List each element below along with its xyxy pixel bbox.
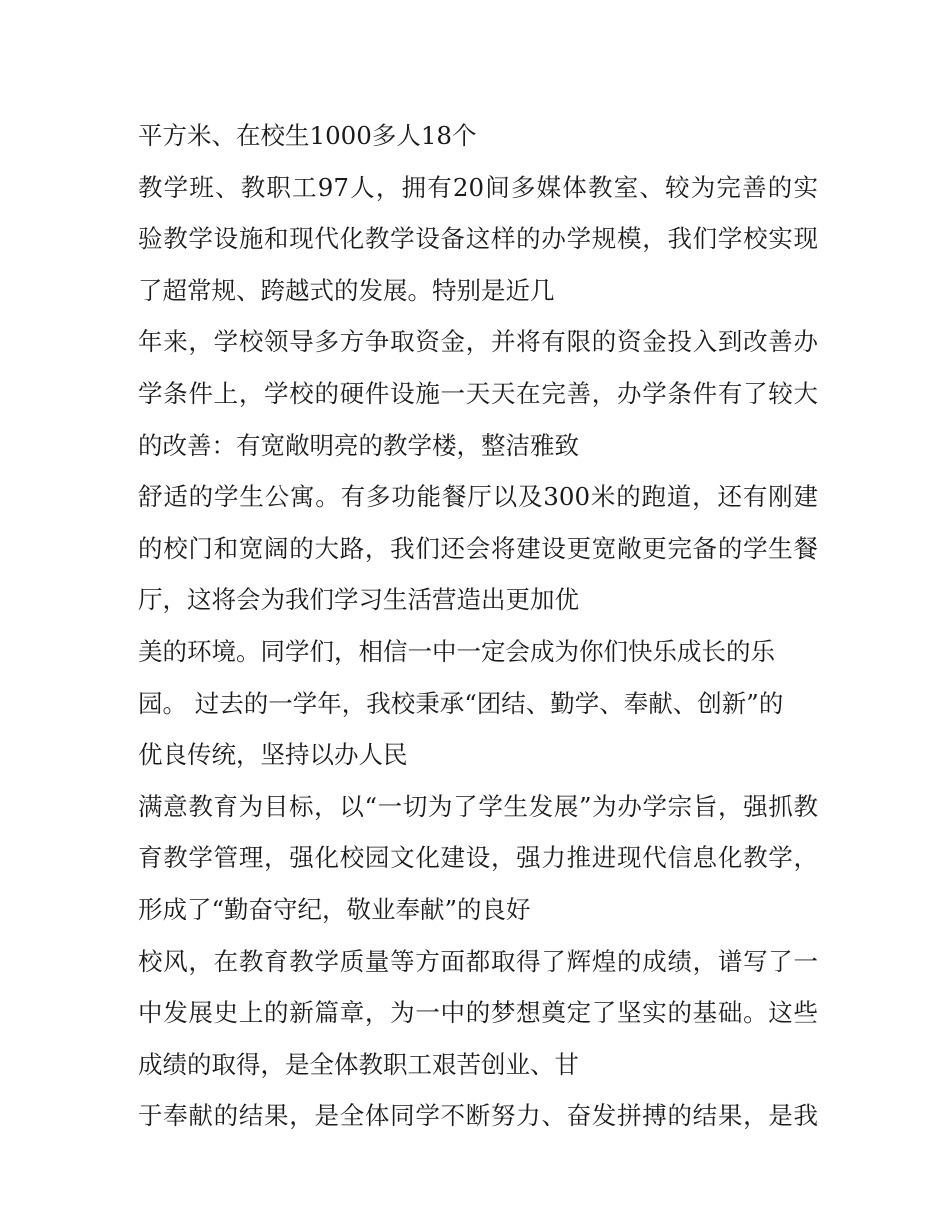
text-line: 美的环境。同学们，相信一中一定会成为你们快乐成长的乐 (138, 636, 775, 666)
text-line: 了超常规、跨越式的发展。特别是近几 (138, 275, 555, 305)
text-line: 验教学设施和现代化教学设备这样的办学规模，我们学校实现 (138, 224, 818, 254)
text-line: 舒适的学生公寓。有多功能餐厅以及300米的跑道，还有刚建 (138, 482, 818, 512)
body-text (138, 110, 818, 1142)
text-line: 满意教育为目标，以“一切为了学生发展”为办学宗旨，强抓教 (138, 791, 818, 821)
text-line: 的校门和宽阔的大路，我们还会将建设更宽敞更完备的学生餐 (138, 533, 818, 563)
text-line: 的改善：有宽敞明亮的教学楼，整洁雅致 (138, 430, 579, 460)
text-line: 校风，在教育教学质量等方面都取得了辉煌的成绩，谱写了一 (138, 946, 818, 976)
text-line: 中发展史上的新篇章，为一中的梦想奠定了坚实的基础。这些 (138, 998, 818, 1028)
text-line: 优良传统，坚持以办人民 (138, 740, 408, 770)
text-line: 形成了“勤奋守纪，敬业奉献”的良好 (138, 894, 531, 924)
text-line: 育教学管理，强化校园文化建设，强力推进现代信息化教学， (138, 843, 818, 873)
text-line: 于奉献的结果，是全体同学不断努力、奋发拼搏的结果，是我 (138, 1101, 818, 1131)
text-line: 年来，学校领导多方争取资金，并将有限的资金投入到改善办 (138, 327, 818, 357)
text-line: 平方米、在校生1000多人18个 (138, 121, 477, 150)
text-line: 学条件上，学校的硬件设施一天天在完善，办学条件有了较大 (138, 378, 818, 408)
text-line: 成绩的取得，是全体教职工艰苦创业、甘 (138, 1049, 579, 1079)
text-line: 教学班、教职工97人，拥有20间多媒体教室、较为完善的实 (138, 172, 818, 202)
text-line: 厅，这将会为我们学习生活营造出更加优 (138, 585, 579, 615)
text-line: 园。 过去的一学年，我校秉承“团结、勤学、奉献、创新”的 (138, 688, 784, 718)
